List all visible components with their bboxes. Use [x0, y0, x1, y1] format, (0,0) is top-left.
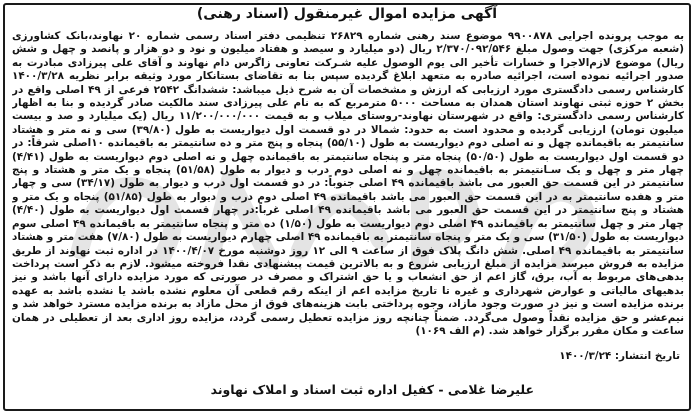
notice-body — [12, 30, 684, 350]
notice-title: آگهی مزایده اموال غیرمنقول (اسناد رهنی) — [196, 6, 498, 22]
publication-date: تاریخ انتشار: ۱۴۰۰/۳/۲۴ — [559, 350, 680, 362]
signature-line: علیرضا غلامی - کفیل اداره ثبت اسناد و املاک نهاوند — [210, 382, 534, 397]
notice-body-paragraph: به موجب پرونده اجرایی ۹۹۰۰۸۷۸ موضوع سند رهنی شماره ۲۶۸۲۹ تنظیمی دفتر اسناد رسمی شماره ۲۰ نهاوند،بانک کشاورزی (شعبه مرکزی) جهت وصول مبلغ ۲/۳۷۰/۰۹۲/۵۴۶ ریال (دو میلیارد و سیصد و هفتاد میلیون و نود و دو هزار و پانصد و چهل و شش ریال) موضوع لازم‌الاجرا و خسارات تأخیر الی یوم الوصول علیه شـرکت تعاونی زاگرس دام نهاوند و آقای علی پیرزادی مبادرت به صدور اجرائیه نموده است، اجرائیه صادره به متعهد ابلاغ گردیده سپس بنا به تقاضای بستانکار مورد وثیقه برابر نظریه ۱۴۰۰/۳/۲۸ کارشناس رسمی دادگستری مورد ارزیابی که ارزش و مشخصات آن به شرح ذیل میباشد: ششدانگ ۲۵۴۲ فرعی از ۴۹ اصلی واقع در بخش ۲ حوزه ثبتی نهاوند استان همدان به مساحت ۵۰۰۰ مترمربع که به نام علی پیرزادی سند مالکیت صادر گردیده و بنا به اظهار کارشناس رسمی دادگستری: واقع در شهرستان نهاوند-روستای میلاب و به قیمت ۱۱/۲۰۰/۰۰۰/۰۰۰ ریال (یک میلیارد و صد و بیست میلیون تومان) ارزیابی گردیده و محدود است به حدود: شمالا در دو قسمت اول دیواریست به طول (۳۹/۸۰) سی و نه متر و هشتاد سانتیمتر به باقیمانده چهل و نه اصلی دوم دیواریست به طول (۵۵/۱۰) پنجاه و پنج متر و ده سانتیمتر به باقیمانده ۱۰اصلی شرقاً: در دو قسمت اول دیواریست به طول (۵۰/۵۰) پنجاه متر و پنجاه سانتیمتر به باقیمانده چهل و نه اصلی دوم دیواریست به طول (۴/۴۱) چهار متر و چهل و یک سـانتیمتر به باقیمانده چهل و نه اصلی دوم درب و دیوار به طول (۵۱/۵۸) پنجاه و یک متر و هشتاد و پنج سانتیمتر در این قسمت حق العبور می باشد باقیمانده ۴۹ اصلی جنوباً: در دو قسمت اول درب و دیوار به طول (۳۴/۱۷) سی و چهار متر و هفده سانتیمتر به در این قسمت حق العبور می باشد باقیمانده ۴۹ اصلی دوم درب و دیوار به طول (۵۱/۸۵) پنجاه و یک متر و هشتاد و پنج سانتیمتر در این قسمت حق العبور می باشد باقیمانده ۴۹ اصلی غرباً:در چهار قسمت اول دیواریست به طول (۴/۴۰) چهار متر و چهل سانتیمتر به باقیمانده ۴۹ اصلی دوم دیواریست به طول (۱/۵۰) ده متر و پنجاه سانتیمتر به باقیمانده ۴۹ اصلی سوم دیواریست به طول (۳۱/۵۰) سی و یک متر و پنجاه سانتیمتر به باقیمانده ۴۹ اصلی چهارم دیواریست به طول (۷/۸۰) هفت متر و هشتاد سانتیمتر به باقیمانده ۴۹ اصلی. شش دانگ پلاک فوق از ساعت ۹ الی ۱۲ روز دوشنبه مورخ ۱۴۰۰/۴/۰۷ در اداره ثبت نهاوند از طریق مزایده به فروش میرسد مزایده از مبلغ ارزیابی شروع و به بالاترین قیمت پیشنهادی نقدا فروخته میشود. لازم به ذکر است پرداخت بدهی‌های مربوط به آب، برق، گاز اعم از حق انشعاب و یا حق اشتراک و مصرف در صورتی که مورد مزایده دارای آنها باشد و نیز بدهیهای مالیاتی و عوارض شهرداری و غیره تا تاریخ مزایده اعم از اینکه رقم قطعی آن معلوم نشده باشد یا نشده باشد به عهده برنده مزایده است و نیز در صورت وجود مازاد، وجوه پرداختی بابت هزینه‌های فوق از محل مازاد به برنده مزایده مسترد خواهد شد و نیم‌عشر و حق مزایده نقداً وصول می‌گردد. ضمناً چنانچه روز مزایده تعطیل رسمی گردد، مزایده روز اداری بعد از تعطیلی در همان ساعت و مکان مقرر برگزار خواهد شد. (م الف ۱۰۶۹) — [12, 30, 684, 337]
